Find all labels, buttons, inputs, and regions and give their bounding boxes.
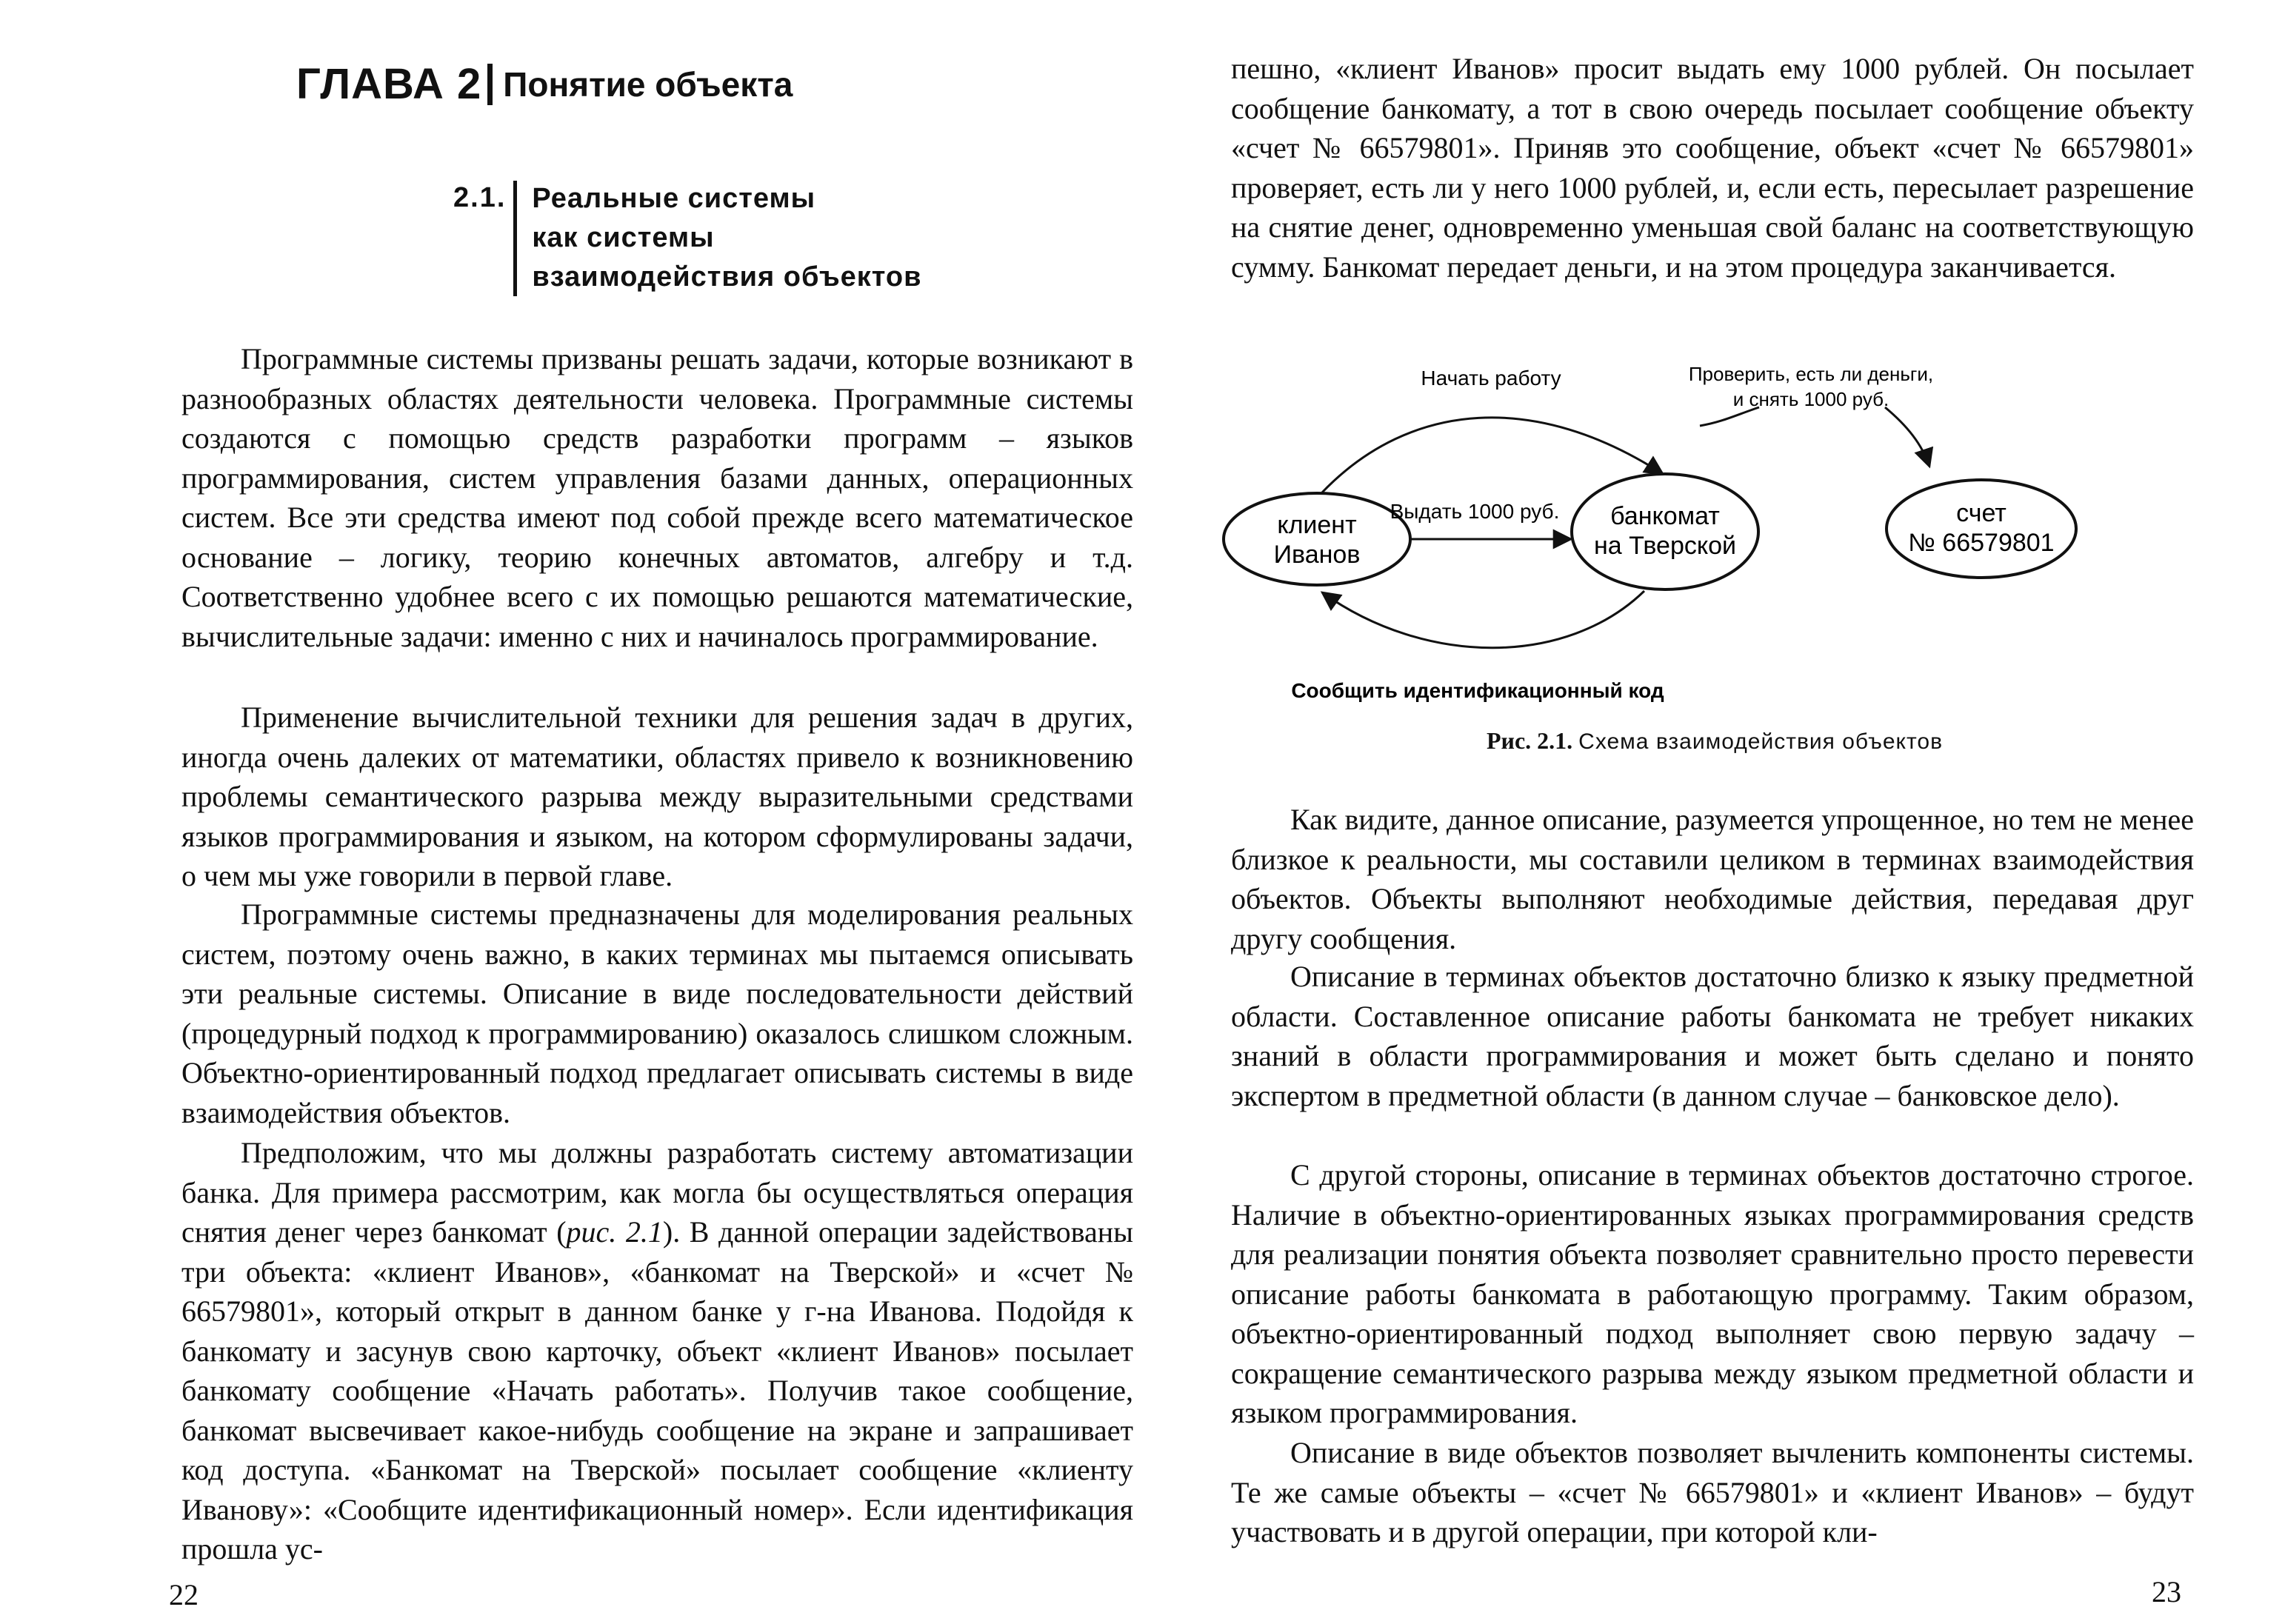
chapter-label: ГЛАВА 2	[296, 60, 482, 108]
paragraph: Как видите, данное описание, разумеется упрощенное, но тем не менее близкое к реальности, мы составили целиком в терминах взаимодействия объектов. Объекты выполняют необходимые действия, передавая друг другу сообщения.	[1231, 803, 2194, 955]
section-divider	[513, 181, 517, 296]
paragraph	[181, 1133, 1133, 1569]
paragraph-continuation: пешно, «клиент Иванов» просит выдать ему 1000 рублей. Он посылает сообщение банкомату, а тот в свою очередь посылает сообщение объекту «счет № 66579801». Приняв это сообщение, объект «счет № 66579801» проверяет, есть ли у него 1000 рублей, и, если есть, пересылает разрешение на снятие денег, одновременно уменьшая свой баланс на соответствующую сумму. Банкомат передает деньги, и на этом процедура заканчивается.	[1231, 52, 2194, 284]
figure-reference[interactable]: рис. 2.1	[566, 1215, 663, 1249]
section-title-line: Реальные системы	[532, 183, 816, 214]
paragraph: Описание в виде объектов позволяет вычленить компоненты системы. Те же самые объекты – «счет № 66579801» и «клиент Иванов» – будут участвовать и в другой операции, при которой кли-	[1231, 1436, 2194, 1548]
paragraph: Программные системы предназначены для моделирования реальных систем, поэтому очень важно, в каких терминах мы пытаемся описывать эти реальные системы. Описание в виде последовательности действий (процедурный подход к программированию) оказалось слишком сложным. Объектно-ориентированный подход предлагает описывать системы в виде взаимодействия объектов.	[181, 898, 1133, 1129]
section-title	[532, 179, 921, 297]
label-start-work: Начать работу	[1421, 367, 1561, 390]
node-atm-label: банкомат	[1610, 502, 1720, 530]
label-give-money: Выдать 1000 руб.	[1390, 500, 1560, 523]
paragraph: Применение вычислительной техники для решения задач в других, иногда очень далеких от математики, областях привело к возникновению проблемы семантического разрыва между выразительными средствами языков программирования и языком, на котором сформулированы задачи, о чем мы уже говорили в первой главе.	[181, 701, 1133, 892]
chapter-heading	[296, 59, 793, 109]
node-client-label: клиент	[1277, 511, 1357, 539]
label-report-code: Сообщить идентификационный код	[1291, 679, 1664, 702]
node-account-label: счет	[1956, 499, 2007, 527]
right-page	[1144, 0, 2285, 1624]
node-atm-label: на Тверской	[1593, 532, 1737, 560]
arrow-check-account	[1885, 407, 1929, 467]
interaction-diagram	[1218, 355, 2211, 711]
node-client	[1224, 493, 1410, 585]
arrow-report-code	[1322, 591, 1644, 648]
chapter-title: Понятие объекта	[503, 64, 793, 104]
page-number: 22	[169, 1578, 199, 1611]
caption-label: Рис. 2.1.	[1486, 727, 1573, 754]
paragraph: Описание в терминах объектов достаточно близко к языку предметной области. Составленное описание работы банкомата не требует никаких знаний в области программирования и может быть сделано и понято экспертом в предметной области (в данном случае – банковское дело).	[1231, 960, 2194, 1112]
figure-caption	[1144, 727, 2285, 755]
section-heading	[453, 179, 921, 297]
page-number: 23	[2152, 1575, 2181, 1608]
label-check-account: Проверить, есть ли деньги,	[1688, 363, 1934, 385]
caption-text: Схема взаимодействия объектов	[1578, 729, 1944, 754]
node-client-label: Иванов	[1273, 541, 1361, 569]
section-title-line: взаимодействия объектов	[532, 261, 922, 293]
paragraph: С другой стороны, описание в терминах объектов достаточно строгое. Наличие в объектно-ориентированных языках программирования средств для реализации понятия объекта позволяет сравнительно просто перевести описание работы банкомата в работающую программу. Таким образом, объектно-ориентированный подход выполняет свою первую задачу – сокращение семантического разрыва между языком предметной области и языком программирования.	[1231, 1158, 2194, 1429]
paragraph-text: Предположим, что мы должны разработать систему автоматизации банка. Для примера рассмотрим, как могла бы осуществляться операция снятия денег через банкомат (	[181, 1136, 1133, 1249]
label-check-account: и снять 1000 руб.	[1732, 388, 1889, 410]
section-number: 2.1.	[453, 182, 507, 213]
section-title-line: как системы	[532, 222, 715, 253]
paragraph: Программные системы призваны решать задачи, которые возникают в разнообразных областях деятельности человека. Программные системы создаются с помощью средств разработки программ – языков программирования, систем управления базами данных, операционных систем. Все эти средства имеют под собой прежде всего математическое основание – логику, теорию конечных автоматов, алгебру и т.д. Соответственно удобнее всего с их помощью решаются математические, вычислительные задачи: именно с них и начиналось программирование.	[181, 342, 1133, 653]
arrow-start-work	[1322, 418, 1663, 492]
chapter-divider	[487, 64, 493, 105]
node-account-label: № 66579801	[1908, 529, 2055, 557]
paragraph-text: ). В данной операции задействованы три объекта: «клиент Иванов», «банкомат на Тверской» и «счет № 66579801», который открыт в данном банке у г-на Иванова. Подойдя к банкомату и засунув свою карточку, объект «клиент Иванов» посылает банкомату сообщение «Начать работать». Получив такое сообщение, банкомат высвечивает какое-нибудь сообщение на экране и запрашивает код доступа. «Банкомат на Тверской» посылает сообщение «клиенту Иванову»: «Сообщите идентификационный номер». Если идентификация прошла ус-	[181, 1215, 1134, 1565]
